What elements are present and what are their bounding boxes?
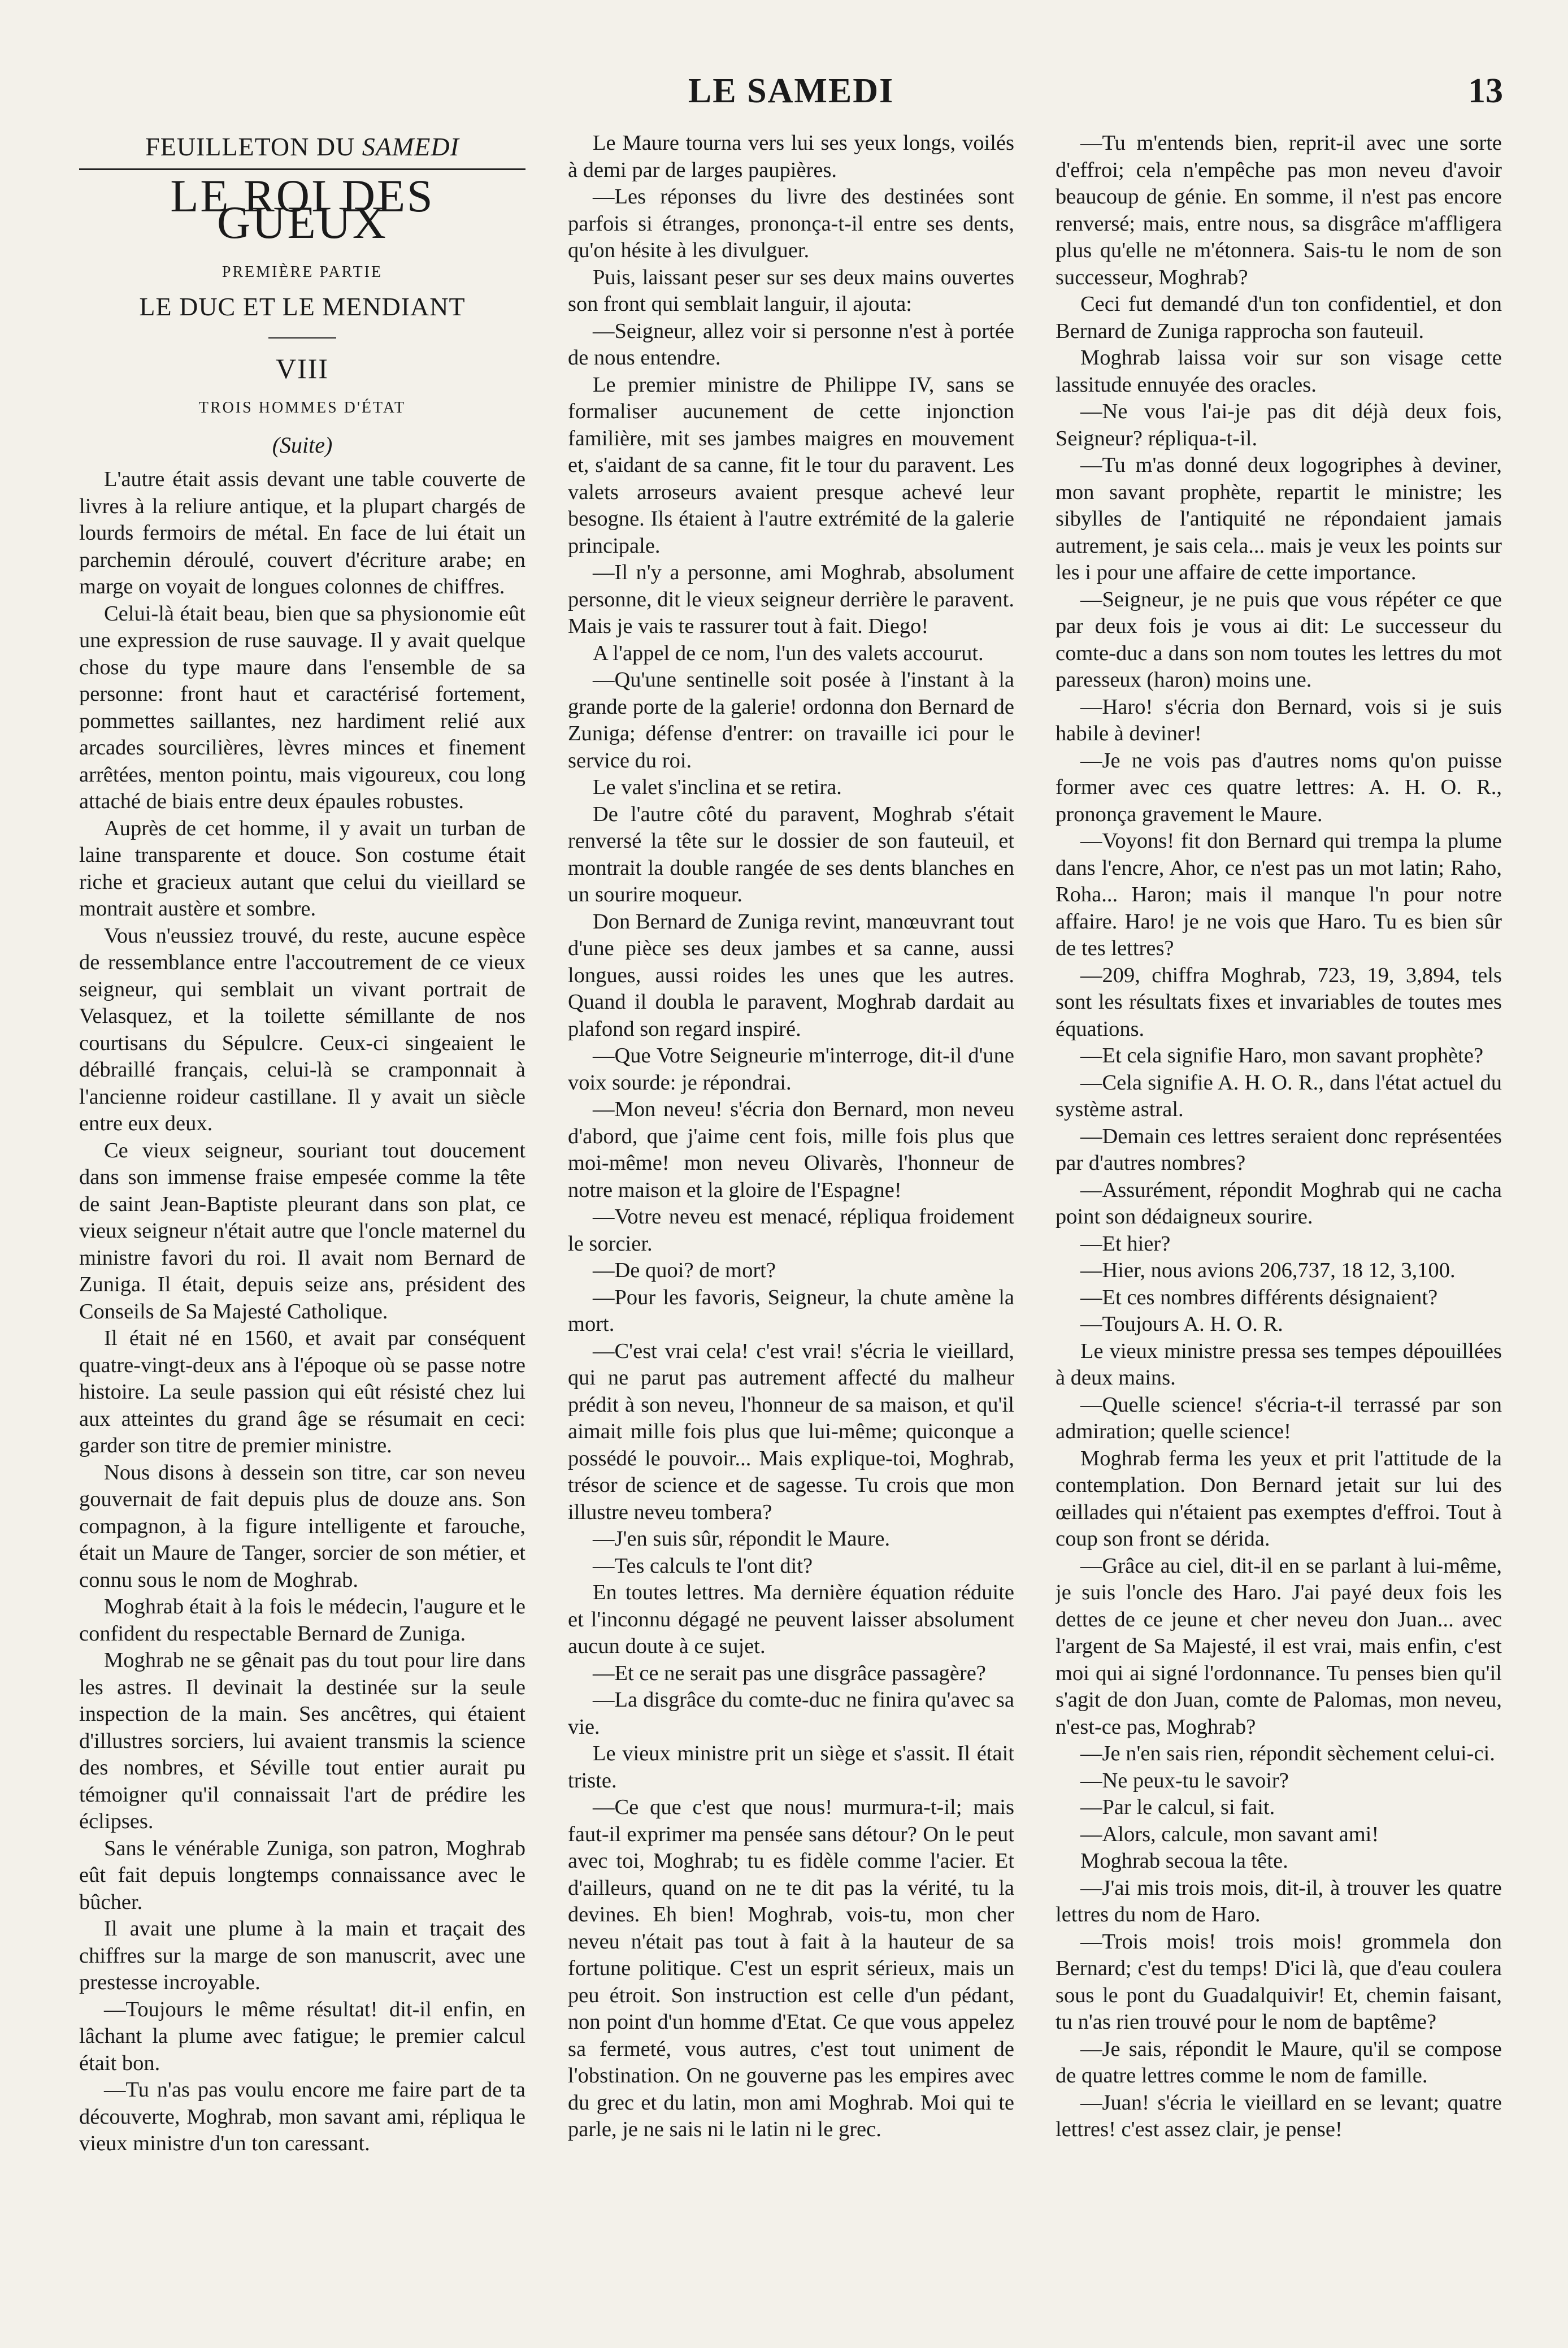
paragraph: Moghrab ne se gênait pas du tout pour lire dans les astres. Il devinait la destinée sur la seule inspection de la main. Ses ancêtres, qui étaient d'illustres sorciers, lui avaient transmis la science des nombres, et Séville tout entier aurait pu témoigner qu'il connaissait l'art de prédire les éclipses. [79, 1648, 525, 1833]
paragraph: —Alors, calcule, mon savant ami! [1080, 1822, 1379, 1846]
paragraph: —Par le calcul, si fait. [1080, 1795, 1275, 1819]
paragraph: —Assurément, répondit Moghrab qui ne cacha point son dédaigneux sourire. [1056, 1178, 1502, 1229]
paragraph: —Voyons! fit don Bernard qui trempa la plume dans l'encre, Ahor, ce n'est pas un mot latin; Raho, Roha... Haron; mais il manque l'n pour notre affaire. Haro! je ne vois que Haro. Tu es bien sûr de tes lettres? [1056, 829, 1502, 960]
paragraph: —Seigneur, allez voir si personne n'est à portée de nous entendre. [568, 319, 1014, 370]
chapter-number: VIII [275, 352, 329, 384]
paragraph: —Qu'une sentinelle soit posée à l'instant à la grande porte de la galerie! ordonna don Bernard de Zuniga; défense d'entrer: on travaille ici pour le service du roi. [568, 668, 1014, 772]
paragraph: —Ne vous l'ai-je pas dit déjà deux fois, Seigneur? répliqua-t-il. [1056, 400, 1502, 450]
suite-label: (Suite) [272, 432, 333, 458]
paragraph: —Tu m'entends bien, reprit-il avec une sorte d'effroi; cela n'empêche pas mon neveu d'avoir beaucoup de génie. En somme, il n'est pas encore renversé; mais, entre nous, sa disgrâce m'affligera plus qu'elle ne m'étonnera. Sais-tu le nom de son successeur, Moghrab? [1056, 131, 1502, 289]
paragraph: Le vieux ministre prit un siège et s'assit. Il était triste. [568, 1742, 1014, 1793]
paragraph: —La disgrâce du comte-duc ne finira qu'avec sa vie. [568, 1688, 1014, 1739]
paragraph: —Toujours le même résultat! dit-il enfin, en lâchant la plume avec fatigue; le premier calcul était bon. [79, 1997, 525, 2075]
paragraph: —Je sais, répondit le Maure, qu'il se compose de quatre lettres comme le nom de famille. [1056, 2037, 1502, 2087]
paragraph: —Les réponses du livre des destinées sont parfois si étranges, prononça-t-il entre ses dents, qu'on hésite à les divulguer. [568, 185, 1014, 262]
paragraph: En toutes lettres. Ma dernière équation réduite et l'inconnu dégagé ne peuvent laisser absolument aucun doute à ce sujet. [568, 1581, 1014, 1658]
paragraph: —Toujours A. H. O. R. [1080, 1312, 1283, 1336]
feuilleton-heading [79, 133, 525, 160]
paragraph: —Et ce ne serait pas une disgrâce passagère? [593, 1661, 986, 1685]
column-1-text [79, 466, 525, 2158]
paragraph: —209, chiffra Moghrab, 723, 19, 3,894, tels sont les résultats fixes et invariables de toutes mes équations. [1056, 963, 1502, 1041]
paragraph: —Tu m'as donné deux logogriphes à deviner, mon savant prophète, repartit le ministre; les sibylles de l'antiquité ne répondaient jamais autrement, je sais cela... mais je veux les points sur les i pour une affaire de cette importance. [1056, 453, 1502, 584]
paragraph: —Que Votre Seigneurie m'interroge, dit-il d'une voix sourde: je répondrai. [568, 1044, 1014, 1095]
page-number: 13 [1468, 72, 1503, 110]
paragraph: —Seigneur, je ne puis que vous répéter ce que par deux fois je vous ai dit: Le successeur du comte-duc a dans son nom toutes les lettres du mot paresseux (haron) moins une. [1056, 587, 1502, 692]
paragraph: —Mon neveu! s'écria don Bernard, mon neveu d'abord, que j'aime cent fois, mille fois plus que moi-même! mon neveu Olivarès, l'honneur de notre maison et la gloire de l'Espagne! [568, 1097, 1014, 1202]
paragraph: —Demain ces lettres seraient donc représentées par d'autres nombres? [1056, 1124, 1502, 1175]
paragraph: —Pour les favoris, Seigneur, la chute amène la mort. [568, 1285, 1014, 1336]
paragraph: Ceci fut demandé d'un ton confidentiel, et don Bernard de Zuniga rapprocha son fauteuil. [1056, 292, 1502, 343]
novel-title: LE ROI DES GUEUX [170, 170, 435, 248]
paragraph: —Haro! s'écria don Bernard, vois si je suis habile à deviner! [1056, 695, 1502, 745]
paragraph: —Je n'en sais rien, répondit sèchement celui-ci. [1080, 1742, 1495, 1765]
paragraph: —Votre neveu est menacé, répliqua froidement le sorcier. [568, 1205, 1014, 1256]
paragraph: —Hier, nous avions 206,737, 18 12, 3,100. [1080, 1258, 1456, 1282]
paragraph: L'autre était assis devant une table couverte de livres à la reliure antique, et la plupart chargés de lourds fermoirs de métal. En face de lui était un parchemin déroulé, couvert d'écriture arabe; en marge on voyait de longues colonnes de chiffres. [79, 467, 525, 598]
page-header [79, 61, 1503, 118]
paragraph: Moghrab secoua la tête. [1080, 1849, 1288, 1873]
paragraph: —Et hier? [1080, 1231, 1171, 1256]
paragraph: De l'autre côté du paravent, Moghrab s'était renversé la tête sur le dossier de son fauteuil, et montrait la double rangée de ses dents blanches en un sourire moqueur. [568, 802, 1014, 906]
paragraph: —Cela signifie A. H. O. R., dans l'état actuel du système astral. [1056, 1070, 1502, 1121]
journal-title: LE SAMEDI [688, 72, 894, 110]
paragraph: Puis, laissant peser sur ses deux mains ouvertes son front qui semblait languir, il ajouta: [568, 265, 1014, 316]
paragraph: —Et ces nombres différents désignaient? [1080, 1285, 1438, 1309]
paragraph: Il avait une plume à la main et traçait des chiffres sur la marge de son manuscrit, avec une prestesse incroyable. [79, 1917, 525, 1994]
paragraph: —Ne peux-tu le savoir? [1080, 1768, 1289, 1793]
paragraph: Vous n'eussiez trouvé, du reste, aucune espèce de ressemblance entre l'accoutrement de ce vieux seigneur, qui semblait un vivant portrait de Velasquez, et la toilette sémillante de nos courtisans du Sépulcre. Ceux-ci singeaient le débraillé français, celui-là se cramponnait à l'ancienne roideur castillane. Il y avait un siècle entre eux deux. [79, 923, 525, 1135]
feuilleton-prefix: FEUILLETON DU [145, 132, 362, 161]
paragraph: A l'appel de ce nom, l'un des valets accourut. [593, 641, 984, 665]
paragraph: —J'ai mis trois mois, dit-il, à trouver les quatre lettres du nom de Haro. [1056, 1876, 1502, 1926]
paragraph: —Juan! s'écria le vieillard en se levant; quatre lettres! c'est assez clair, je pense! [1056, 2090, 1502, 2141]
paragraph: Moghrab ferma les yeux et prit l'attitude de la contemplation. Don Bernard jetait sur lui des œillades qui n'étaient pas exemptes d'effroi. Tout à coup son front se dérida. [1056, 1446, 1502, 1551]
paragraph: —De quoi? de mort? [593, 1258, 776, 1282]
column-3 [1056, 130, 1502, 2289]
paragraph: Le valet s'inclina et se retira. [593, 775, 842, 799]
paragraph: —Et cela signifie Haro, mon savant prophète? [1080, 1044, 1484, 1067]
feuilleton-name: SAMEDI [362, 132, 459, 161]
paragraph: Moghrab était à la fois le médecin, l'augure et le confident du respectable Bernard de Zuniga. [79, 1595, 525, 1646]
chapter-title: TROIS HOMMES D'ÉTAT [198, 399, 406, 416]
part-title: LE DUC ET LE MENDIANT [139, 292, 466, 321]
paragraph: Il était né en 1560, et avait par conséquent quatre-vingt-deux ans à l'époque où se passe notre histoire. La seule passion qui eût résisté chez lui aux atteintes du grand âge se résumait en ceci: garder son titre de premier ministre. [79, 1326, 525, 1457]
paragraph: —Grâce au ciel, dit-il en se parlant à lui-même, je suis l'oncle des Haro. J'ai payé deux fois les dettes de ce jeune et cher neveu don Juan... avec l'argent de Sa Majesté, il est vrai, mais enfin, c'est moi qui ai signé l'ordonnance. Tu penses bien qu'il s'agit de don Juan, comte de Palomas, mon neveu, n'est-ce pas, Moghrab? [1056, 1553, 1502, 1739]
column-2-text [568, 130, 1014, 2143]
column-3-text [1056, 130, 1502, 2143]
paragraph: —Ce que c'est que nous! murmura-t-il; mais faut-il exprimer ma pensée sans détour? On le peut avec toi, Moghrab; tu es fidèle comme l'acier. Et d'ailleurs, quand on ne te dit pas la vérité, tu la devines. Eh bien! Moghrab, vois-tu, mon cher neveu n'était pas tout à fait à la hauteur de sa fortune politique. C'est un esprit sérieux, mais un peu étroit. Son instruction est celle d'un pédant, non point d'un homme d'Etat. Ce que vous appelez sa fermeté, vous autres, c'est tout uniment de l'obstination. On ne gouverne pas les empires avec du grec et du latin, mon ami Moghrab. Moi qui te parle, je ne sais ni le latin ni le grec. [568, 1795, 1014, 2141]
paragraph: Don Bernard de Zuniga revint, manœuvrant tout d'une pièce ses deux jambes et sa canne, aussi longues, aussi roides les unes que les autres. Quand il doubla le paravent, Moghrab dardait au plafond son regard inspiré. [568, 909, 1014, 1041]
paragraph: —Je ne vois pas d'autres noms qu'on puisse former avec ces quatre lettres: A. H. O. R., prononça gravement le Maure. [1056, 748, 1502, 826]
paragraph: Le premier ministre de Philippe IV, sans se formaliser aucunement de cette injonction familière, mit ses jambes maigres en mouvement et, s'aidant de sa canne, fit le tour du paravent. Les valets arroseurs avaient presque achevé leur besogne. Ils étaient à l'autre extrémité de la galerie principale. [568, 372, 1014, 558]
paragraph: Ce vieux seigneur, souriant tout doucement dans son immense fraise empesée comme la tête de saint Jean-Baptiste pleurant dans son plat, ce vieux seigneur n'était autre que l'oncle maternel du ministre favori du roi. Il avait nom Bernard de Zuniga. Il était, depuis seize ans, président des Conseils de Sa Majesté Catholique. [79, 1138, 525, 1323]
column-2 [568, 130, 1014, 2289]
paragraph: —Quelle science! s'écria-t-il terrassé par son admiration; quelle science! [1056, 1392, 1502, 1443]
paragraph: Moghrab laissa voir sur son visage cette lassitude ennuyée des oracles. [1056, 346, 1502, 397]
paragraph: Le vieux ministre pressa ses tempes dépouillées à deux mains. [1056, 1339, 1502, 1390]
part-label: PREMIÈRE PARTIE [221, 263, 383, 281]
paragraph: —Trois mois! trois mois! grommela don Bernard; c'est du temps! D'ici là, que d'eau coulera sous le pont du Guadalquivir! Et, chemin faisant, tu n'as rien trouvé pour le nom de baptême? [1056, 1929, 1502, 2034]
paragraph: Auprès de cet homme, il y avait un turban de laine transparente et douce. Son costume était riche et gracieux autant que celui du vieillard se montrait austère et sombre. [79, 816, 525, 921]
paragraph: —J'en suis sûr, répondit le Maure. [593, 1527, 891, 1551]
section-divider [268, 337, 336, 338]
paragraph: Le Maure tourna vers lui ses yeux longs, voilés à demi par de larges paupières. [568, 131, 1014, 182]
paragraph: Sans le vénérable Zuniga, son patron, Moghrab eût fait depuis longtemps connaissance avec le bûcher. [79, 1836, 525, 1914]
paragraph: —Tes calculs te l'ont dit? [593, 1553, 813, 1578]
paragraph: —Il n'y a personne, ami Moghrab, absolument personne, dit le vieux seigneur derrière le paravent. Mais je vais te rassurer tout à fait. Diego! [568, 561, 1014, 638]
paragraph: Nous disons à dessein son titre, car son neveu gouvernait de fait depuis plus de douze ans. Son compagnon, à la figure intelligente et farouche, était un Maure de Tanger, sorcier de son métier, et connu sous le nom de Moghrab. [79, 1460, 525, 1592]
paragraph: —C'est vrai cela! c'est vrai! s'écria le vieillard, qui ne parut pas autrement affecté du malheur prédit à son neveu, l'honneur de sa maison, et qu'il aimait mille fois plus que lui-même; quiconque a possédé le pouvoir... Mais explique-toi, Moghrab, trésor de science et de sagesse. Tu crois que mon illustre neveu tombera? [568, 1339, 1014, 1524]
paragraph: Celui-là était beau, bien que sa physionomie eût une expression de ruse sauvage. Il y avait quelque chose du type maure dans l'ensemble de sa personne: front haut et caractérisé fortement, pommettes saillantes, nez hardiment relié aux arcades sourcilières, lèvres minces et finement arrêtées, menton pointu, mais vigoureux, cou long attaché de biais entre deux épaules robustes. [79, 601, 525, 813]
column-1 [79, 130, 525, 2289]
paragraph: —Tu n'as pas voulu encore me faire part de ta découverte, Moghrab, mon savant ami, répliqua le vieux ministre d'un ton caressant. [79, 2078, 525, 2155]
